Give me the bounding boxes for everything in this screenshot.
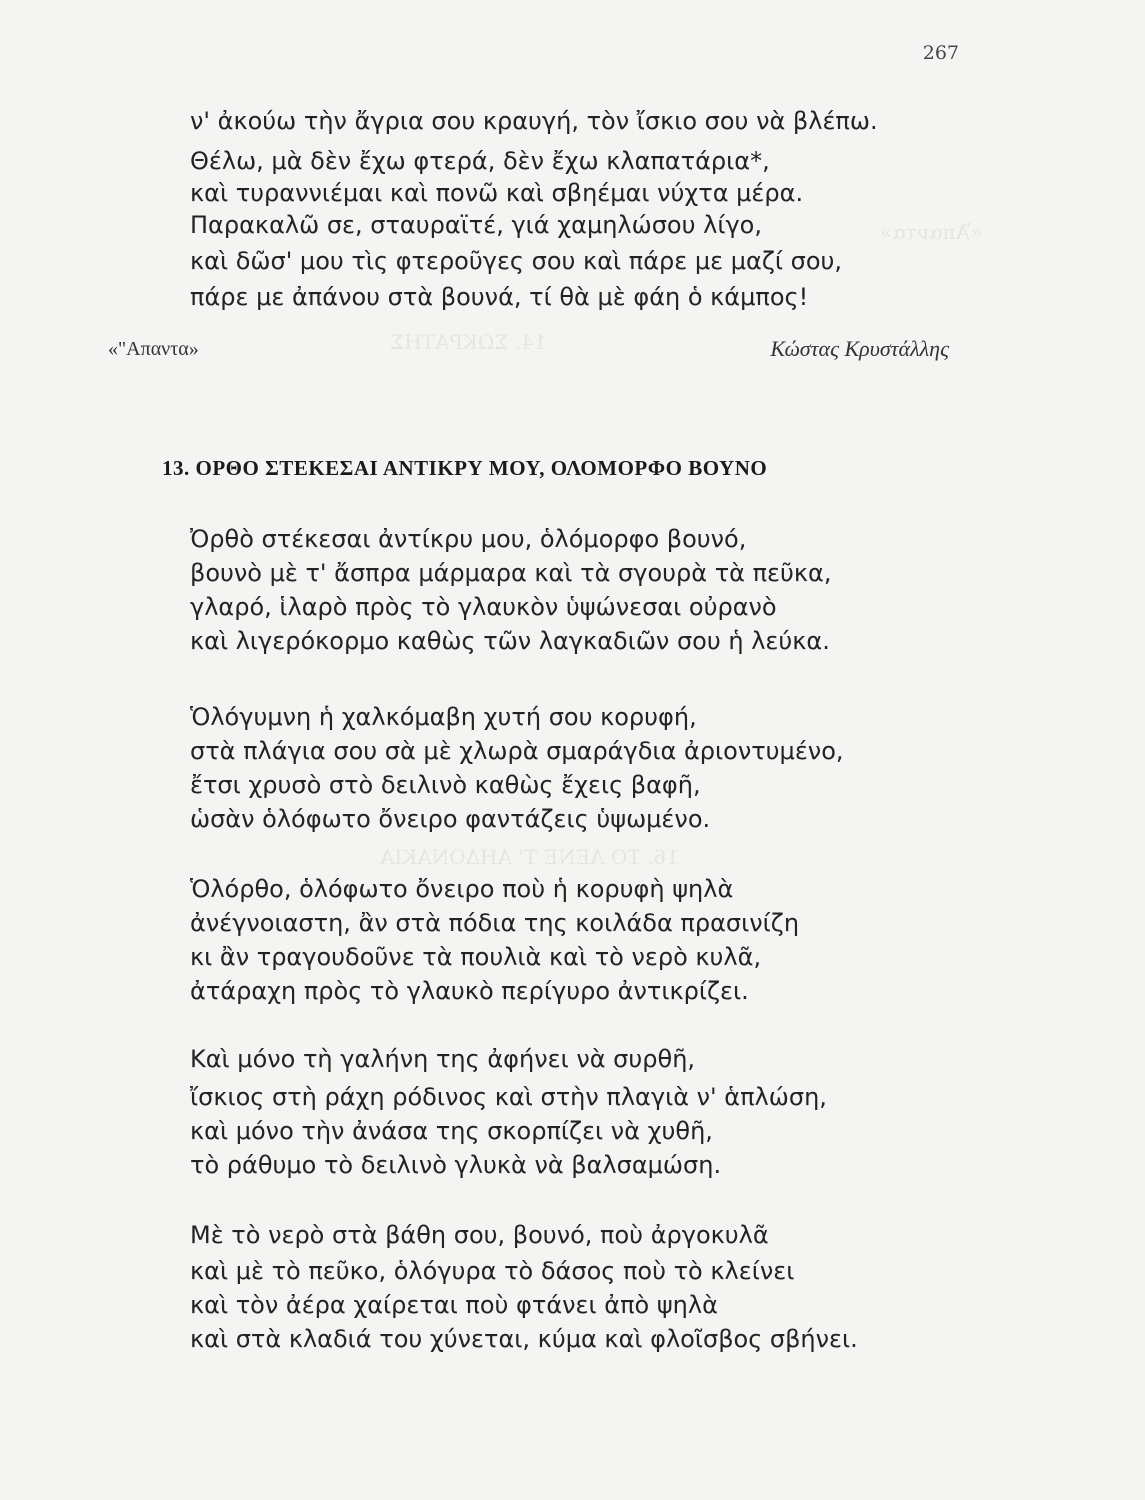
poem-line: καὶ στὰ κλαδιά του χύνεται, κύμα καὶ φλοῖσβος σβήνει. [190, 1325, 858, 1353]
poem-line: Μὲ τὸ νερὸ στὰ βάθη σου, βουνό, ποὺ ἀργοκυλᾶ [190, 1221, 769, 1249]
poem-line: καὶ δῶσ' μου τὶς φτεροῦγες σου καὶ πάρε με μαζί σου, [190, 247, 843, 275]
poem-line: καὶ τὸν ἀέρα χαίρεται ποὺ φτάνει ἀπὸ ψηλὰ [190, 1291, 718, 1319]
poem-line: βουνὸ μὲ τ' ἄσπρα μάρμαρα καὶ τὰ σγουρὰ τὰ πεῦκα, [190, 559, 832, 587]
poem-line: ν' ἀκούω τὴν ἄγρια σου κραυγή, τὸν ἴσκιο σου νὰ βλέπω. [190, 107, 878, 135]
bleed-through-text: 14. ΣΩΚΡΑΤΗΣ [390, 330, 547, 354]
bleed-through-text: 16. ΤΟ ΛΕΝΕ Τ' ΑΗΔΟΝΑΚΙΑ [380, 845, 679, 869]
poem-title: 13. ΟΡΘΟ ΣΤΕΚΕΣΑΙ ΑΝΤΙΚΡΥ ΜΟΥ, ΟΛΟΜΟΡΦΟ ΒΟΥΝΟ [162, 456, 768, 480]
poem-line: Ὀρθὸ στέκεσαι ἀντίκρυ μου, ὁλόμορφο βουνό, [190, 525, 747, 553]
poem-line: καὶ τυραννιέμαι καὶ πονῶ καὶ σβηέμαι νύχτα μέρα. [190, 179, 804, 207]
poem-line: Παρακαλῶ σε, σταυραϊτέ, γιά χαμηλώσου λίγο, [190, 211, 762, 239]
poem-line: ἀτάραχη πρὸς τὸ γλαυκὸ περίγυρο ἀντικρίζει. [190, 977, 749, 1005]
poem-line: ἴσκιος στὴ ράχη ρόδινος καὶ στὴν πλαγιὰ ν' ἁπλώση, [190, 1083, 827, 1111]
poem-line: στὰ πλάγια σου σὰ μὲ χλωρὰ σμαράγδια ἀριοντυμένο, [190, 737, 844, 765]
author-name: Κώστας Κρυστάλλης [770, 336, 949, 361]
poem-line: καὶ μὲ τὸ πεῦκο, ὁλόγυρα τὸ δάσος ποὺ τὸ κλείνει [190, 1257, 795, 1285]
poem-line: ὡσὰν ὁλόφωτο ὄνειρο φαντάζεις ὑψωμένο. [190, 805, 711, 833]
bleed-through-text: «Ἄπαντα» [880, 220, 983, 244]
poem-line: καὶ μόνο τὴν ἀνάσα της σκορπίζει νὰ χυθῆ, [190, 1117, 713, 1145]
poem-line: γλαρό, ἱλαρὸ πρὸς τὸ γλαυκὸν ὑψώνεσαι οὐρανὸ [190, 593, 777, 621]
poem-line: Ὁλόγυμνη ἡ χαλκόμαβη χυτή σου κορυφή, [190, 703, 697, 731]
page-number: 267 [922, 42, 959, 64]
poem-line: Καὶ μόνο τὴ γαλήνη της ἀφήνει νὰ συρθῆ, [190, 1045, 696, 1073]
poem-line: τὸ ράθυμο τὸ δειλινὸ γλυκὰ νὰ βαλσαμώση. [190, 1151, 722, 1179]
source-citation: «"Απαντα» [108, 338, 199, 360]
poem-line: Ὁλόρθο, ὁλόφωτο ὄνειρο ποὺ ἡ κορυφὴ ψηλὰ [190, 875, 734, 903]
poem-line: καὶ λιγερόκορμο καθὼς τῶν λαγκαδιῶν σου ἡ λεύκα. [190, 627, 830, 655]
poem-line: κι ἂν τραγουδοῦνε τὰ πουλιὰ καὶ τὸ νερὸ κυλᾶ, [190, 943, 762, 971]
poem-line: Θέλω, μὰ δὲν ἔχω φτερά, δὲν ἔχω κλαπατάρια*, [190, 147, 770, 175]
poem-line: ἔτσι χρυσὸ στὸ δειλινὸ καθὼς ἔχεις βαφῆ, [190, 771, 701, 799]
poem-line: πάρε με ἀπάνου στὰ βουνά, τί θὰ μὲ φάη ὁ κάμπος! [190, 283, 809, 311]
poem-line: ἀνέγνοιαστη, ἂν στὰ πόδια της κοιλάδα πρασινίζη [190, 909, 800, 937]
